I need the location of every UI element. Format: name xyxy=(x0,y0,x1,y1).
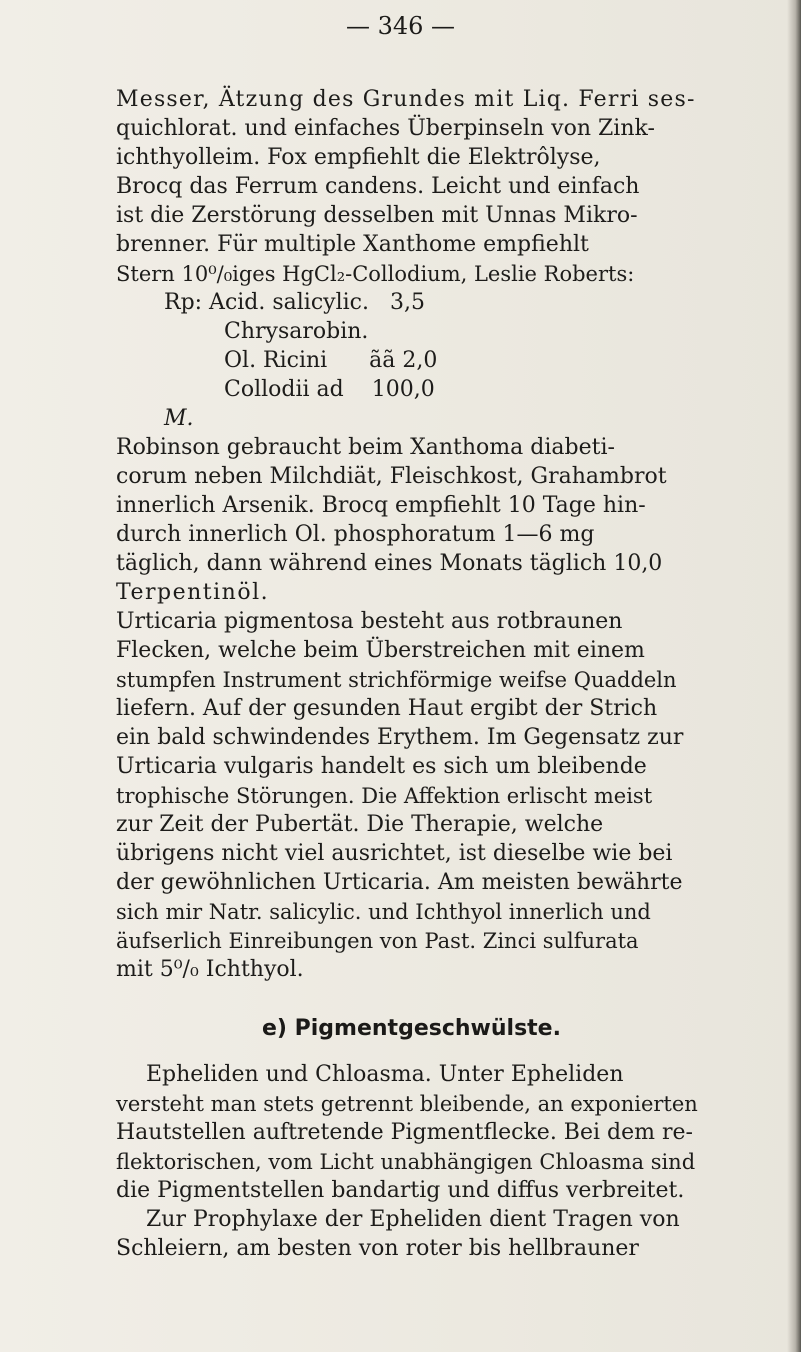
text-line: Urticaria vulgaris handelt es sich um bleibende xyxy=(116,754,647,779)
text-line: Hautstellen auftretende Pigmentflecke. Bei dem re- xyxy=(116,1120,693,1145)
text-line: liefern. Auf der gesunden Haut ergibt der Strich xyxy=(116,696,658,721)
text-line: Epheliden und Chloasma. Unter Epheliden xyxy=(146,1062,624,1087)
section-heading: e) Pigmentgeschwülste. xyxy=(262,1016,561,1041)
text-line: stumpfen Instrument strichförmige weifse Quaddeln xyxy=(116,668,677,692)
recipe-line: Rp: Acid. salicylic. 3,5 xyxy=(164,290,425,315)
text-line: durch innerlich Ol. phosphoratum 1—6 mg xyxy=(116,522,595,547)
text-line: sich mir Natr. salicylic. und Ichthyol innerlich und xyxy=(116,900,651,924)
text-line: Schleiern, am besten von roter bis hellbrauner xyxy=(116,1236,639,1261)
text-line: Robinson gebraucht beim Xanthoma diabeti- xyxy=(116,435,615,460)
recipe-signature: M. xyxy=(164,406,194,431)
text-line: die Pigmentstellen bandartig und diffus verbreitet. xyxy=(116,1178,685,1203)
text-line: Zur Prophylaxe der Epheliden dient Tragen von xyxy=(146,1207,680,1232)
text-line: ein bald schwindendes Erythem. Im Gegensatz zur xyxy=(116,725,684,750)
text-line: Stern 10⁰/₀iges HgCl₂-Collodium, Leslie Roberts: xyxy=(116,262,635,286)
text-line: übrigens nicht viel ausrichtet, ist dieselbe wie bei xyxy=(116,841,673,866)
text-line: quichlorat. und einfaches Überpinseln von Zink- xyxy=(116,116,655,141)
text-line: versteht man stets getrennt bleibende, an exponierten xyxy=(116,1092,698,1116)
text-line: innerlich Arsenik. Brocq empfiehlt 10 Tage hin- xyxy=(116,493,646,518)
text-line: zur Zeit der Pubertät. Die Therapie, welche xyxy=(116,812,604,837)
text-line: Brocq das Ferrum candens. Leicht und einfach xyxy=(116,174,640,199)
text-line: Terpentinöl. xyxy=(116,580,270,605)
recipe-line: Ol. Ricini ãã 2,0 xyxy=(224,348,438,373)
text-line: Urticaria pigmentosa besteht aus rotbraunen xyxy=(116,609,623,634)
recipe-line: Collodii ad 100,0 xyxy=(224,377,435,402)
text-line: der gewöhnlichen Urticaria. Am meisten bewährte xyxy=(116,870,683,895)
text-line: täglich, dann während eines Monats täglich 10,0 xyxy=(116,551,663,576)
recipe-line: Chrysarobin. xyxy=(224,319,369,344)
text-line: Flecken, welche beim Überstreichen mit einem xyxy=(116,638,645,663)
text-line: ichthyolleim. Fox empfiehlt die Elektrôlyse, xyxy=(116,145,601,170)
page-edge-shadow xyxy=(787,0,801,1352)
text-line: trophische Störungen. Die Affektion erlischt meist xyxy=(116,784,653,808)
text-line: mit 5⁰/₀ Ichthyol. xyxy=(116,957,304,982)
text-line: flektorischen, vom Licht unabhängigen Chloasma sind xyxy=(116,1150,696,1174)
text-line: ist die Zerstörung desselben mit Unnas Mikro- xyxy=(116,203,638,228)
text-line: Messer, Ätzung des Grundes mit Liq. Ferri ses- xyxy=(116,87,696,112)
text-line: brenner. Für multiple Xanthome empfiehlt xyxy=(116,232,589,257)
text-line: äufserlich Einreibungen von Past. Zinci sulfurata xyxy=(116,929,639,953)
page-number: — 346 — xyxy=(345,12,456,40)
text-line: corum neben Milchdiät, Fleischkost, Grahambrot xyxy=(116,464,667,489)
